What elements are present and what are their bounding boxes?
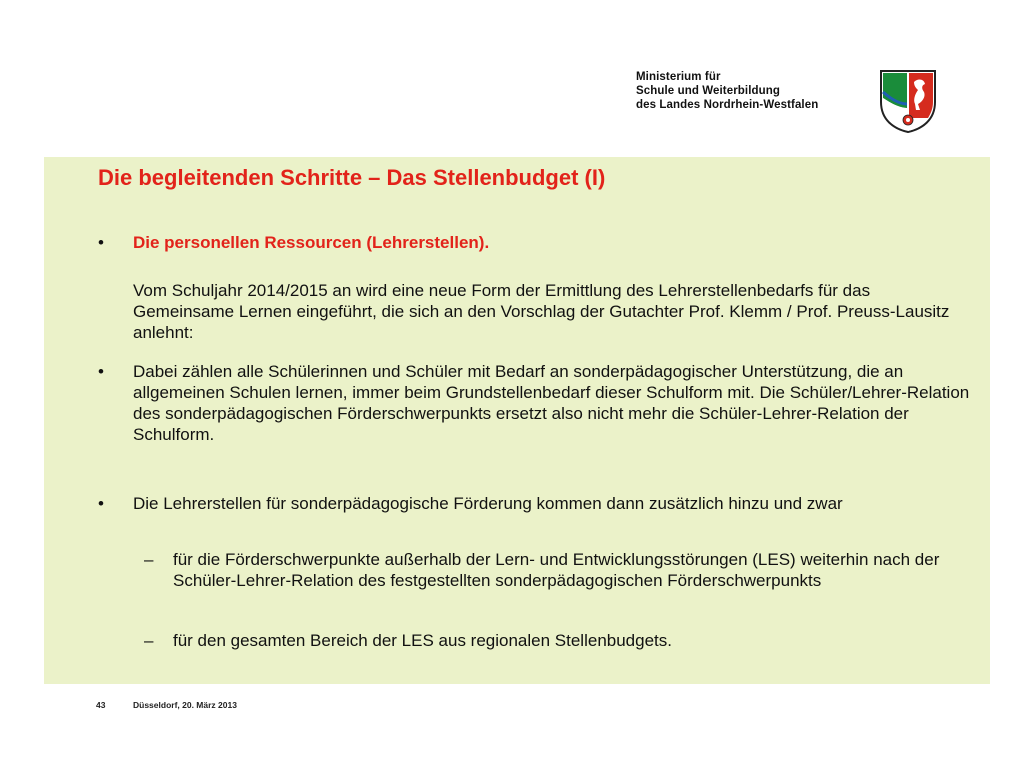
bullet-icon: •: [98, 494, 104, 513]
sub-item-text: für den gesamten Bereich der LES aus regionalen Stellenbudgets.: [173, 631, 672, 650]
slide-content: [44, 157, 990, 684]
footer-place-date: Düsseldorf, 20. März 2013: [133, 700, 237, 710]
intro-paragraph: Vom Schuljahr 2014/2015 an wird eine neue Form der Ermittlung des Lehrerstellenbedarfs für das Gemeinsame Lernen eingeführt, die sich an den Vorschlag der Gutachter Prof. Klemm / Prof. Preuss-Lausitz anlehnt:: [133, 281, 950, 342]
bullet-icon: •: [98, 362, 104, 381]
ministry-line-2: Schule und Weiterbildung: [636, 85, 781, 97]
ministry-name: [636, 70, 818, 112]
bullet-text: Die Lehrerstellen für sonderpädagogische Förderung kommen dann zusätzlich hinzu und zwar: [133, 494, 843, 513]
dash-icon: –: [144, 550, 154, 569]
bullet-icon: •: [98, 233, 104, 252]
bullet-heading: Die personellen Ressourcen (Lehrerstellen).: [133, 233, 490, 252]
bullet-text: Dabei zählen alle Schülerinnen und Schüler mit Bedarf an sonderpädagogischer Unterstützung, die an allgemeinen Schulen lernen, immer beim Grundstellenbedarf dieser Schulform mit. Die Schüler/Lehrer-Relation des sonderpädagogischen Förderschwerpunkts ersetzt also nicht mehr die Schüler-Lehrer-Relation der Schulform.: [133, 362, 970, 444]
ministry-line-3: des Landes Nordrhein-Westfalen: [636, 99, 819, 111]
dash-icon: –: [144, 631, 154, 650]
page-number: 43: [96, 700, 106, 710]
nrw-coat-of-arms-icon: [878, 68, 938, 134]
ministry-line-1: Ministerium für: [636, 71, 721, 83]
sub-item-text: für die Förderschwerpunkte außerhalb der Lern- und Entwicklungsstörungen (LES) weiterhin nach der Schüler-Lehrer-Relation des festgestellten sonderpädagogischen Förderschwerpunkts: [173, 550, 940, 590]
slide-title: Die begleitenden Schritte – Das Stellenbudget (I): [98, 165, 606, 190]
